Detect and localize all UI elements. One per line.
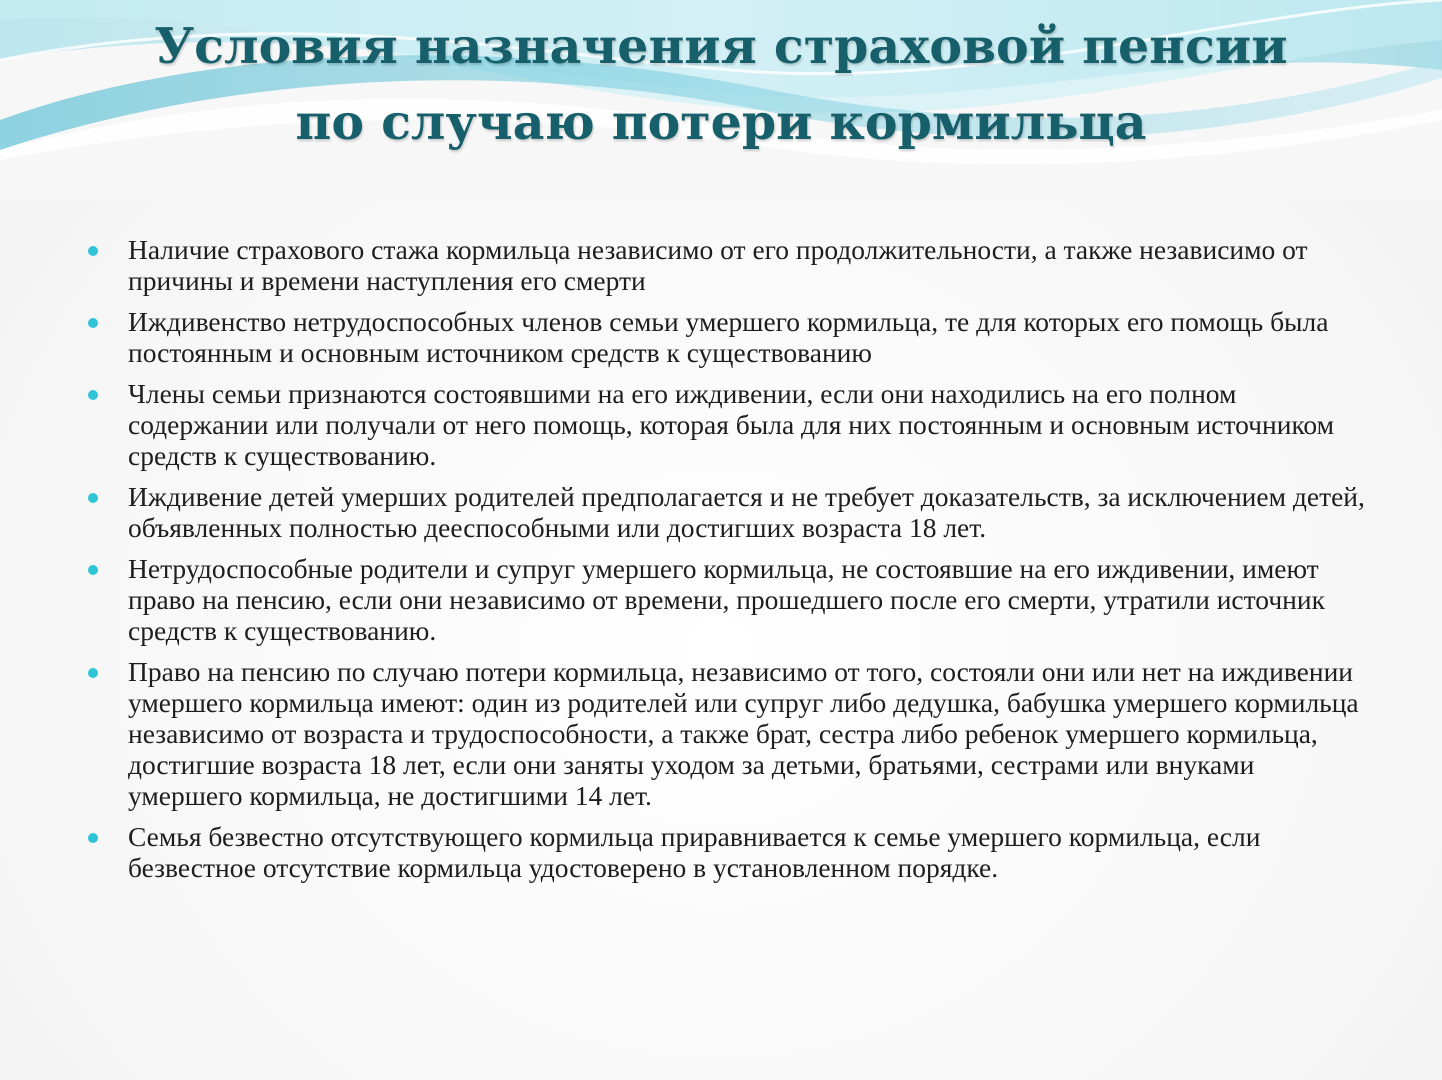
bullet-dot-icon xyxy=(88,246,98,256)
bullet-dot-icon xyxy=(88,833,98,843)
list-item-text: Наличие страхового стажа кормильца независимо от его продолжительности, а также независимо от причины и времени наступления его смерти xyxy=(128,234,1308,296)
page-title xyxy=(0,8,1442,160)
list-item-text: Нетрудоспособные родители и супруг умершего кормильца, не состоявшие на его иждивении, имеют право на пенсию, если они независимо от времени, прошедшего после его смерти, утратили источник средств к существованию. xyxy=(128,553,1325,646)
list-item-text: Право на пенсию по случаю потери кормильца, независимо от того, состояли они или нет на иждивении умершего кормильца имеют: один из родителей или супруг либо дедушка, бабушка умершего кормильца независимо от возраста и трудоспособности, а также брат, сестра либо ребенок умершего кормильца, достигшие возраста 18 лет, если они заняты уходом за детьми, братьями, сестрами или внуками умершего кормильца, не достигшими 14 лет. xyxy=(128,656,1359,811)
list-item xyxy=(84,306,1374,368)
title-line-2: по случаю потери кормильца xyxy=(295,93,1147,151)
bullet-list xyxy=(84,234,1374,893)
list-item xyxy=(84,481,1374,543)
list-item xyxy=(84,821,1374,883)
list-item xyxy=(84,553,1374,646)
list-item-text: Иждивенство нетрудоспособных членов семьи умершего кормильца, те для которых его помощь была постоянным и основным источником средств к существованию xyxy=(128,306,1329,368)
bullet-dot-icon xyxy=(88,565,98,575)
bullet-dot-icon xyxy=(88,390,98,400)
list-item-text: Иждивение детей умерших родителей предполагается и не требует доказательств, за исключением детей, объявленных полностью дееспособными или достигших возраста 18 лет. xyxy=(128,481,1365,543)
bullet-dot-icon xyxy=(88,668,98,678)
bullet-dot-icon xyxy=(88,318,98,328)
list-item-text: Члены семьи признаются состоявшими на его иждивении, если они находились на его полном содержании или получали от него помощь, которая была для них постоянным и основным источником средств к существованию. xyxy=(128,378,1335,471)
title-line-1: Условия назначения страховой пенсии xyxy=(154,17,1288,75)
list-item xyxy=(84,378,1374,471)
list-item xyxy=(84,234,1374,296)
list-item-text: Семья безвестно отсутствующего кормильца приравнивается к семье умершего кормильца, если безвестное отсутствие кормильца удостоверено в установленном порядке. xyxy=(128,821,1261,883)
list-item xyxy=(84,656,1374,811)
bullet-dot-icon xyxy=(88,493,98,503)
